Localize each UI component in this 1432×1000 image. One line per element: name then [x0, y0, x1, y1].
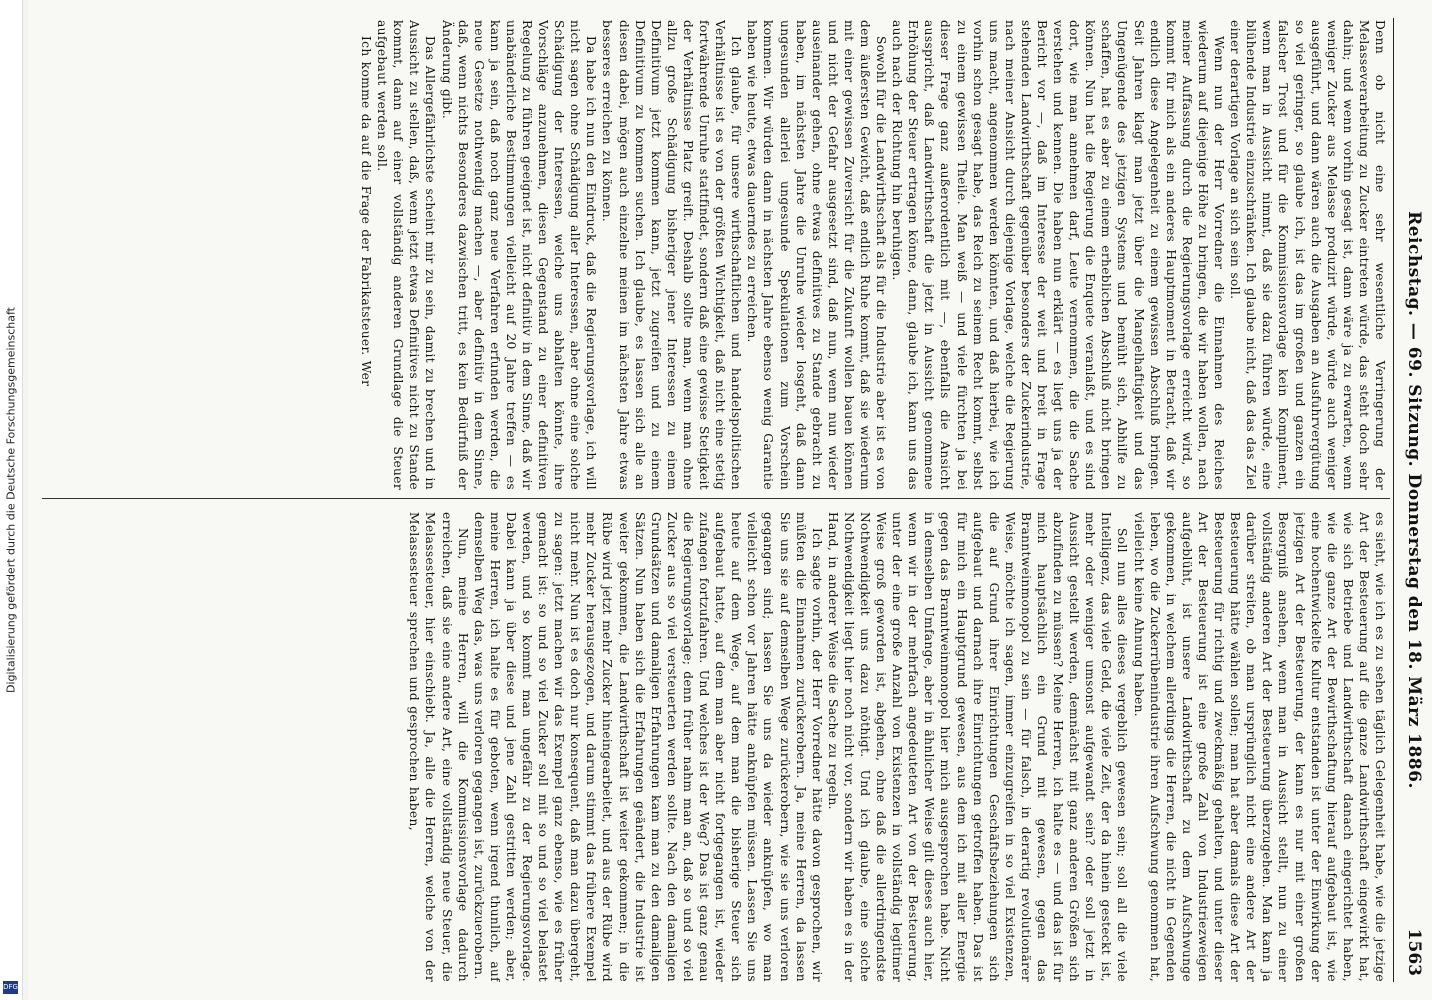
paragraph: es sieht, wie ich es zu sehen täglich Gelegenheit habe, wie die jetzige Art der Besteuerung auf die ganze Landwirthschaft eingewirkt hat, wie sich Betriebe und Landwirthschaft danach eingerichtet haben, wie die ganze Art der Bewirthschaftung hierauf aufgebaut ist, wie eine hochentwickelte Kultur entstanden ist unter der Einwirkung der jetzigen Art der Besteuerung, der kann es nur mit einer großen Besorgniß ansehen, wenn man in Aussicht stellt, nun zu einer vollständig anderen Art der Besteuerung überzugehen. Man kann ja darüber streiten, ob man ursprünglich nicht eine andere Art der Besteuerung hätte wählen sollen; man hat aber damals diese Art der Besteuerung für richtig und zweckmäßig gehalten, und unter dieser Art der Besteuerung ist eine große Zahl von Industriezweigen aufgeblüht, ist unsere Landwirthschaft zu dem Aufschwunge gekommen, in welchem allerdings die Herren, die nicht in Gegenden leben, wo die Zuckerrübenindustrie ihren Aufschwung genommen hat, vielleicht keine Ahnung haben.	[1131, 512, 1387, 982]
dfg-logo-icon: DFG	[3, 981, 18, 994]
paragraph: Ich sagte vorhin, der Herr Vorredner hätte davon gesprochen, wir müßten die Einnahmen zurückerobern. Ja, meine Herren, da lassen Sie uns sie auf demselben Wege zurückerobern, wie sie uns verloren gegangen sind; lassen Sie uns da wieder anknüpfen, wo man vielleicht schon vor Jahren hätte anknüpfen müssen. Lassen Sie uns heute auf dem Wege, auf dem man die bisherige Steuer sich aufgebaut hatte, auf dem man aber nicht fortgegangen ist, wieder zufangen fortzufahren. Und welches ist der Weg? Das ist ganz genau die Regierungsvorlage; denn früher nahm man an, daß so und so viel Zucker aus so viel versteuerten werden sollte. Nach den damaligen Grundsätzen und damaligen Erfahrungen kam man zu den damaligen Sätzen. Nun haben sich die Erfahrungen geändert, die Industrie ist weiter gekommen, die Landwirthschaft ist weiter gekommen; in die Rübe wird jetzt mehr Zucker hineingearbeitet, und aus der Rübe wird mehr Zucker herausgezogen, und darum stimmt das frühere Exempel nicht mehr. Nun ist es doch nur konsequent, daß man dazu übergeht, zu sagen: jetzt machen wir das Exempel ganz ebenso, wie es früher gemacht ist: so und so viel Zucker soll mit so und so viel belastet werden, und so kommt man ungefähr zu der Regierungsvorlage. Dabei kann ja über diese und jene Zahl gestritten werden; aber, meine Herren, ich halte es für geboten, wenn irgend thunlich, auf demselben Weg das, was uns verloren gegangen ist, zurückzuerobern.	[471, 512, 824, 982]
page-title: Reichstag. — 69. Sitzung. Donnerstag den 18. März 1886.	[1404, 211, 1424, 789]
scanned-page	[28, 0, 1432, 1000]
paragraph: Das Allergefährlichste scheint mir zu sein, damit zu brechen und in Aussicht zu stellen, daß, wenn jetzt etwas Definitives nicht zu Stande kommt, dann auf einer vollständig anderen Grundlage die Steuer aufgebaut werden soll.	[375, 20, 438, 490]
digitization-strip	[0, 0, 23, 1000]
paragraph: Nun, meine Herren, will die Kommissionsvorlage dadurch erreichen, daß sie eine andere Art, eine vollständig neue Steuer, die Melassesteuer, hier einschiebt. Ja, alle die Herren, welche von der Melassesteuer sprechen und gesprochen haben,	[407, 512, 470, 982]
paragraph: Ich glaube, für unsere wirthschaftlichen und handelspolitischen Verhältnisse ist es von der größten Wichtigkeit, daß nicht eine stetig fortwährende Unruhe stattfindet, sondern daß eine gewisse Stetigkeit der Verhältnisse Platz greift. Deshalb sollte man, wenn man ohne allzu große Schädigung bisheriger jener Interessen zu einem Definitivum jetzt kommen kann, jetzt zugreifen und zu einem Definitivum zu kommen suchen. Ich glaube, es lassen sich alle an diesen dabei, mögen auch einzelne meinen im nächsten Jahre etwas besseres erreichen zu können.	[600, 20, 744, 490]
page-number: 1563	[1404, 928, 1424, 976]
right-column	[38, 512, 1388, 982]
paragraph: Denn ob nicht eine sehr wesentliche Verringerung der Melasseverarbeitung zu Zucker eintreten würde, das steht doch sehr dahin; und wenn vorhin gesagt ist, dann wäre ja zu erwarten, wenn weniger Zucker aus Melasse produzirt würde, würde auch weniger ausgeführt, und dann wären auch die Ausgaben an Ausfuhrvergütung so viel geringer, so glaube ich, ist das im großen und ganzen ein falscher Trost und für die Kommissionsvorlage kein Kompliment, wenn man in Aussicht nimmt, daß sie dazu führen würde, eine blühende Industrie einzuschränken. Ich glaube nicht, daß das das Ziel einer derartigen Vorlage an sich sein soll.	[1228, 20, 1387, 490]
header-rule	[1393, 18, 1394, 982]
running-head	[1398, 20, 1424, 980]
column-divider	[42, 498, 1390, 499]
paragraph: Wenn nun der Herr Vorredner die Einnahmen des Reiches wiederum auf diejenige Höhe zu bringen, die wir haben wollen, nach meiner Auffassung durch die Regierungsvorlage erreicht wird, so kommt für mich als ein anderes Hauptmoment in Betracht, daß wir endlich diese Angelegenheit zu einem gewissen Abschluß bringen. Seit Jahren klagt man jetzt über die Mangelhaftigkeit und das Ungenügende des jetzigen Systems und bemüht sich, Abhilfe zu schaffen, hat es aber zu einem erheblichen Abschluß nicht bringen können. Nun hat die Regierung die Enquete veranlaßt, und es sind dort, wie man annehmen darf, Leute vernommen, die die Sache verstehen und kennen. Die haben nun erklärt — es liegt uns ja der Bericht vor —, daß im Interesse der weit und breit in Frage stehenden Landwirthschaft gegenüber besonders der Zuckerindustrie, nach meiner Ansicht durch diejenige Vorlage, welche die Regierung uns macht, angenommen werden könnten, und daß hierbei, wie ich vorhin schon gesagt habe, das Reich zu seinem Recht kommt, selbst zu einem gewissen Theile. Man weiß — und viele fürchten ja bei dieser Frage ganz außerordentlich mit —, ebenfalls die Ansicht ausspricht, daß Landwirthschaft die jetzt in Aussicht genommene Erhöhung der Steuer ertragen könne, dann, glaube ich, kann uns das auch nach der Richtung hin beruhigen.	[890, 20, 1227, 490]
left-column	[38, 20, 1388, 490]
paragraph: Da habe ich nun den Eindruck, daß die Regierungsvorlage, ich will nicht sagen ohne Schädigung aller Interessen, aber ohne eine solche Schädigung der Interessen, welche uns abhalten könnte, ihre Vorschläge anzunehmen, diesen Gegenstand zu einer definitiven Regelung zu führen geeignet ist, nicht definitiv in dem Sinne, daß wir unabänderliche Bestimmungen vielleicht auf 20 Jahre treffen — es kann ja sein, daß noch ganz neue Verfahren erfunden werden, die neue Gesetze nothwendig machen —, aber definitiv in dem Sinne, daß, wenn nichts Besonderes dazwischen tritt, es kein Bedürfniß der Änderung gibt.	[439, 20, 599, 490]
paragraph: Soll nun alles dieses vergeblich gewesen sein; soll all die viele Intelligenz, das viele Geld, die viele Zeit, der da hinein gesteckt ist, mehr oder weniger umsonst aufgewandt sein? oder soll jetzt in Aussicht gestellt werden, demnächst mit ganz anderen Größen sich abzufinden zu müssen? Meine Herren, ich halte es — und das ist für mich hauptsächlich ein Grund mit gewesen, gegen das Branntweinmonopol zu sein — für falsch, in derartig revolutionärer Weise, möchte ich sagen, immer einzugreifen in so viel Existenzen, die auf Grund ihrer Einrichtungen Geschäftsbeziehungen sich aufgebaut und darnach ihre Einrichtungen getroffen haben. Das ist für mich ein Hauptgrund gewesen, aus dem ich mit aller Energie gegen das Branntweinmonopol hier mich ausgesprochen habe. Nicht in demselben Umfange, aber in ähnlicher Weise gilt dieses auch hier, wenn wir in der mehrfach angedeuteten Art von der Besteuerung, unter der eine große Anzahl von Existenzen in vollständig legitimer Weise groß geworden ist, abgehen, ohne daß die allerdringendste Nothwendigkeit uns dazu nöthigt. Und ich glaube, eine solche Nothwendigkeit liegt hier noch nicht vor, sondern wir haben es in der Hand, in anderer Weise die Sache zu regeln.	[825, 512, 1130, 982]
paragraph: Ich komme da auf die Frage der Fabrikatsteuer. Wer	[359, 36, 374, 387]
digitization-credit: Digitalisierung gefördert durch die Deutsche Forschungsgemeinschaft	[4, 307, 18, 693]
paragraph: Sowohl für die Landwirthschaft als für die Industrie aber ist es von dem äußersten Gewicht, daß endlich Ruhe kommt, daß sie wiederum mit einer gewissen Zuversicht für die Zukunft wollen bauen können und nicht der Gefahr ausgesetzt sind, daß nun, wenn nun wieder auseinander gehen, ohne etwas definitives zu Stande gebracht zu haben, im nächsten Jahre die Unruhe wieder losgeht, daß dann ungesunden allerlei ungesunde Spekulationen zum Vorschein kommen. Wir würden dann in nächsten Jahre ebenso wenig Garantie haben wie heute, etwas dauerndes zu erreichen.	[745, 20, 889, 490]
rotated-page-content	[28, 0, 1432, 1000]
